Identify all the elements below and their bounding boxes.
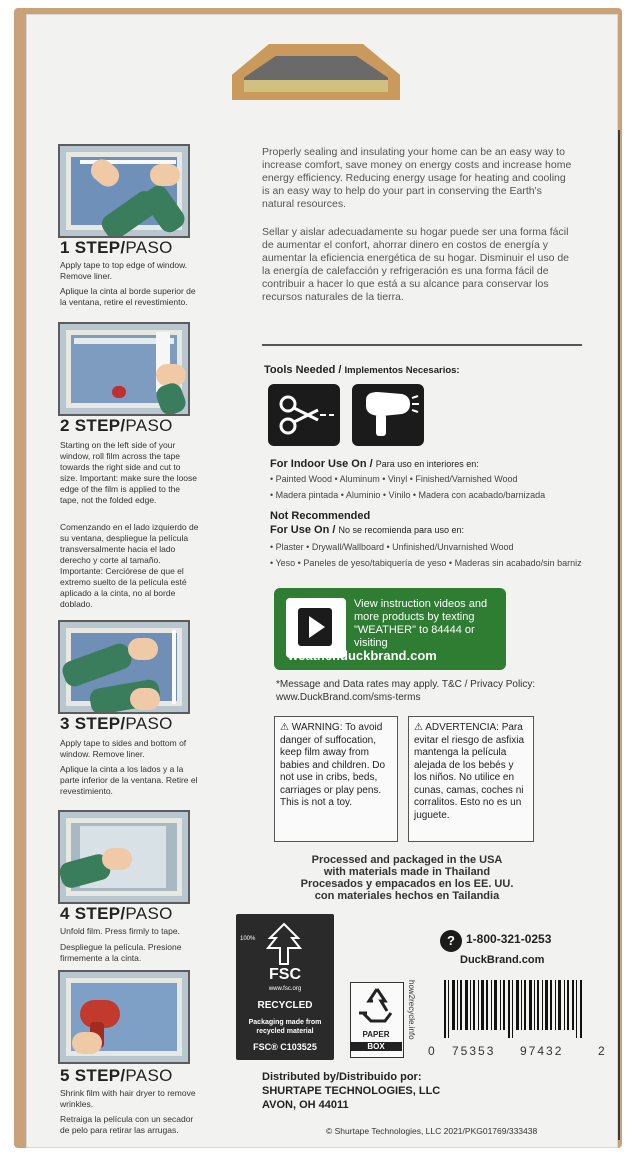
message-rates: *Message and Data rates may apply. T&C / Privacy Policy: www.DuckBrand.com/sms-terms (276, 679, 536, 703)
phone-number: 1-800-321-0253 (466, 932, 552, 946)
warning-text-en: ⚠ WARNING: To avoid danger of suffocation, keep film away from babies and children. Do not use in cribs, beds, carriages or play pens. This is not a toy. (280, 722, 386, 808)
fsc-site: www.fsc.org (268, 986, 302, 992)
play-icon (309, 616, 325, 638)
fsc-description: Packaging made from recycled material (248, 1019, 322, 1035)
recycle-icon (351, 983, 403, 1027)
not-recommended-heading: Not Recommended (270, 510, 371, 522)
barcode-digit-last: 2 (598, 1044, 605, 1058)
fsc-tree-icon (264, 922, 304, 966)
fsc-percent: 100% (240, 936, 256, 942)
step-4-text-es: Despliegue la película. Presione firmemente a la cinta. (60, 942, 182, 963)
barcode-left-digits: 75353 (452, 1044, 496, 1058)
phone-question-icon: ? (440, 930, 462, 952)
step-3-title: 3 STEP/PASO (60, 714, 173, 733)
duckbrand-site: DuckBrand.com (460, 954, 545, 966)
not-recommended-list-en: • Plaster • Drywall/Wallboard • Unfinished/Unvarnished Wood (270, 542, 514, 552)
step-5-illustration (58, 970, 190, 1064)
step-5-text-es: Retraiga la película con un secador de pelo para retirar las arrugas. (60, 1114, 194, 1135)
fsc-brand: FSC (269, 966, 301, 983)
scissors-icon (268, 384, 340, 446)
video-url[interactable]: weather.duckbrand.com (288, 648, 437, 663)
step-2-text-es: Comenzando en el lado izquierdo de su ventana, despliegue la película transversalmente hacia el lado derecho y corte al tamaño. Importante: Cerciórese de que el extremo suelto de la película esté aplicado a la cinta, no al borde doblado. (60, 522, 199, 609)
step-4-title: 4 STEP/PASO (60, 904, 173, 923)
step-3-text-en: Apply tape to sides and bottom of window. Remove liner. (60, 738, 187, 759)
how2recycle-url: how2recycle.info (407, 980, 416, 1040)
barcode-right-digits: 97432 (520, 1044, 564, 1058)
video-callout-text: View instruction videos and more products by texting "WEATHER" to 84444 or visiting (354, 598, 488, 649)
indoor-heading: For Indoor Use On / Para uso en interiores en: (270, 458, 479, 470)
step-1-text-es: Aplique la cinta al borde superior de la ventana, retire el revestimiento. (60, 286, 196, 307)
step-1-text-en: Apply tape to top edge of window. Remove liner. (60, 260, 188, 281)
made-in: Processed and packaged in the USA with materials made in Thailand Procesados y empacados en los EE. UU. con materiales hechos en Tailandia (300, 854, 514, 902)
step-4-text-en: Unfold film. Press firmly to tape. (60, 926, 180, 936)
hair-dryer-icon (352, 384, 424, 446)
step-2-illustration (58, 322, 190, 416)
not-recommended-list-es: • Yeso • Paneles de yeso/tabiquería de yeso • Maderas sin acabado/sin barniz (270, 558, 582, 568)
intro-english: Properly sealing and insulating your home can be an easy way to increase comfort, save money on energy costs and increase home energy efficiency. Reducing energy usage for heating and cooling is an easy way to help do your part in conserving the Earth's natural resources. (262, 146, 572, 210)
not-recommended-subheading: For Use On / No se recomienda para uso en: (270, 524, 465, 536)
step-1-title: 1 STEP/PASO (60, 238, 173, 257)
section-divider (262, 344, 582, 346)
fsc-recycled: RECYCLED (257, 1000, 313, 1011)
fsc-code: FSC® C103525 (253, 1042, 317, 1052)
recycle-paper: PAPER (362, 1030, 390, 1039)
step-2-text-en: Starting on the left side of your window, roll film across the tape towards the right side and cut to size. Important: make sure the loose edge of the film is applied to the tape, not the folded edge. (60, 440, 198, 505)
step-5-text-en: Shrink film with hair dryer to remove wrinkles. (60, 1088, 196, 1109)
indoor-list-es: • Madera pintada • Aluminio • Vinilo • Madera con acabado/barnizada (270, 490, 546, 500)
step-1-illustration (58, 144, 190, 238)
copyright: © Shurtape Technologies, LLC 2021/PKG01769/333438 (326, 1126, 538, 1136)
step-3-text-es: Aplique la cinta a los lados y a la parte inferior de la ventana. Retire el revestimiento. (60, 764, 198, 796)
hang-hole-strip (244, 80, 388, 92)
step-5-title: 5 STEP/PASO (60, 1066, 173, 1085)
intro-spanish: Sellar y aislar adecuadamente su hogar puede ser una forma fácil de aumentar el confort, ahorrar dinero en costos de energía y aumentar la eficiencia energética de su hogar. Disminuir el uso de la energía de calefacción y refrigeración es una forma fácil de contribuir a hacer lo que está a su alcance para conservar los recursos naturales de la tierra. (262, 226, 570, 303)
tools-heading: Tools Needed / Implementos Necesarios: (264, 364, 460, 376)
indoor-list-en: • Painted Wood • Aluminum • Vinyl • Finished/Varnished Wood (270, 474, 518, 484)
step-2-title: 2 STEP/PASO (60, 416, 173, 435)
step-3-illustration (58, 620, 190, 714)
step-4-illustration (58, 810, 190, 904)
warning-text-es: ⚠ ADVERTENCIA: Para evitar el riesgo de asfixia mantenga la película alejada de los bebés y los niños. No utilice en cunas, camas, coches ni corralitos. Esto no es un juguete. (414, 722, 525, 821)
warning-triangle-icon: ⚠ (280, 722, 289, 733)
barcode-digit-first: 0 (428, 1044, 435, 1058)
barcode-icon (440, 980, 592, 1038)
distributor: Distributed by/Distribuido por: SHURTAPE TECHNOLOGIES, LLC AVON, OH 44011 (262, 1071, 441, 1111)
warning-triangle-icon: ⚠ (414, 722, 423, 733)
recycle-box: BOX (350, 1042, 402, 1051)
